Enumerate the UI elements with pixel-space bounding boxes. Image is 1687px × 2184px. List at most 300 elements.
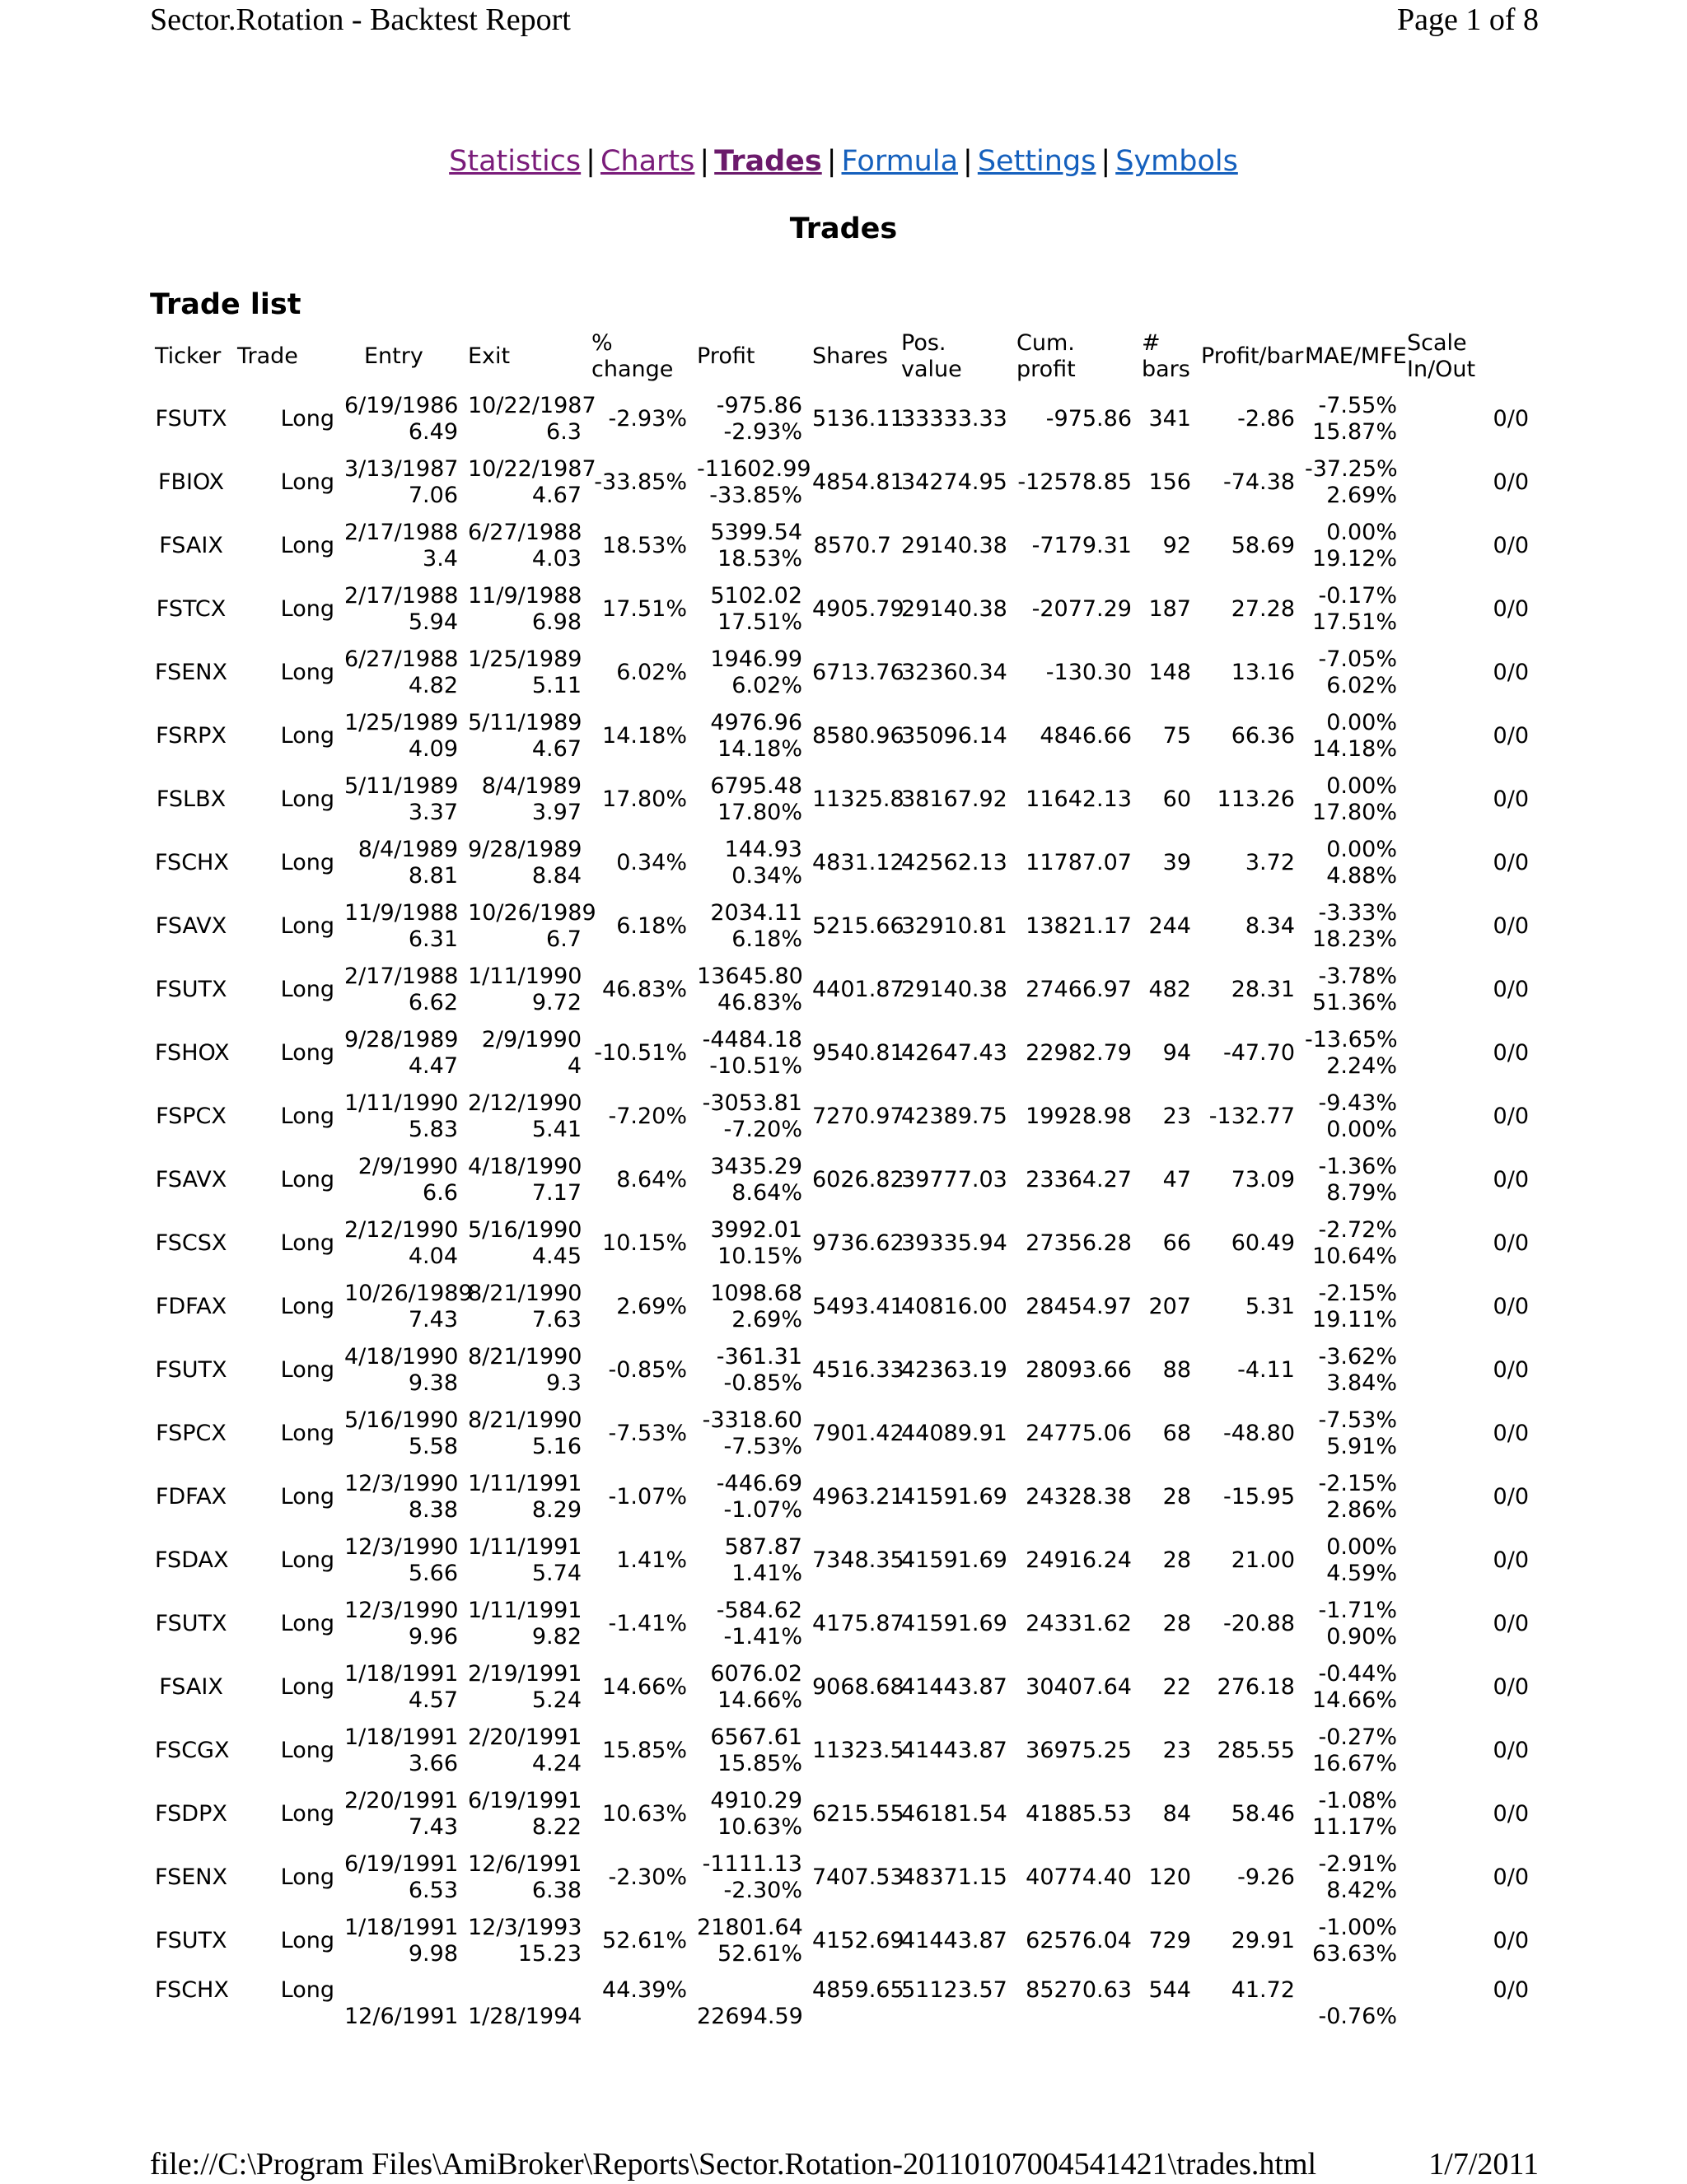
cell-ticker: FSUTX (155, 1927, 227, 1953)
cell-pos-value: 48371.15 (901, 1864, 1007, 1890)
cell-entry-entry-date: 5/16/1990 (344, 1407, 459, 1433)
table-row (150, 387, 1534, 450)
table-header-row (150, 326, 1534, 387)
cell-profit (692, 1211, 807, 1275)
table-row (150, 831, 1534, 894)
cell-mae-mfe-mae: -3.62% (1318, 1343, 1397, 1370)
cell-profit (692, 1148, 807, 1211)
cell-trade: Long (280, 469, 334, 495)
cell-mae-mfe-mae: -0.44% (1318, 1660, 1397, 1687)
cell-cum-profit: -12578.85 (1017, 469, 1132, 495)
cell-bars: 68 (1162, 1420, 1191, 1446)
cell-entry: 12/6/1991 (344, 2004, 459, 2029)
col-header-entry: Entry (364, 343, 423, 369)
cell-entry-entry-price: 5.58 (408, 1433, 458, 1459)
cell-profit-bar: 58.69 (1231, 532, 1295, 558)
cell-entry-entry-price: 9.98 (408, 1940, 458, 1967)
cell-bars: 66 (1162, 1230, 1191, 1256)
cell-exit (463, 958, 586, 1021)
cell-exit (463, 1021, 586, 1085)
cell-mae-mfe-mae: -7.05% (1318, 646, 1397, 672)
cell-exit (463, 1465, 586, 1528)
col-header-bars (1137, 326, 1196, 387)
cell-mae-mfe-mfe: 63.63% (1312, 1940, 1397, 1967)
cell-exit-exit-date: 1/11/1991 (468, 1470, 582, 1496)
cell-trade: Long (280, 405, 334, 432)
col-header-trade: Trade (237, 343, 298, 369)
cell-profit-profit-pct: 17.80% (717, 799, 802, 825)
cell-trade: Long (280, 659, 334, 685)
cell-pos-value: 41443.87 (901, 1927, 1007, 1953)
cell-scale: 0/0 (1493, 1547, 1529, 1573)
cell-shares: 8580.96 (812, 722, 904, 749)
cell-profit-profit: -446.69 (716, 1470, 802, 1496)
cell-entry-entry-price: 3.37 (408, 799, 458, 825)
cell-entry-entry-price: 4.47 (408, 1052, 458, 1079)
cell-entry-entry-date: 1/11/1990 (344, 1090, 459, 1116)
cell-exit (463, 577, 586, 641)
cell-profit-profit: 1946.99 (710, 646, 802, 672)
cell-entry-entry-price: 5.83 (408, 1116, 458, 1142)
cell-trade: Long (280, 1103, 334, 1129)
col-header-profit: Profit (697, 343, 755, 369)
table-row (150, 577, 1534, 641)
cell-ticker: FSCSX (155, 1230, 227, 1256)
cell-entry (339, 1782, 463, 1846)
cell-pct-change: 14.66% (602, 1673, 687, 1700)
cell-shares: 5215.66 (812, 912, 904, 939)
cell-exit (463, 768, 586, 831)
cell-exit-exit-date: 12/6/1991 (468, 1850, 582, 1877)
table-row (150, 1719, 1534, 1782)
cell-profit-profit: -11602.99 (697, 455, 811, 482)
cell-entry-entry-date: 2/9/1990 (357, 1153, 458, 1179)
cell-profit-profit: 4976.96 (710, 709, 802, 735)
table-row (150, 1275, 1534, 1338)
cell-pos-value: 42363.19 (901, 1356, 1007, 1383)
cell-exit-exit-price: 8.84 (531, 862, 582, 889)
nav-link-formula[interactable]: Formula (841, 145, 959, 178)
cell-exit-exit-price: 4 (567, 1052, 582, 1079)
file-path: file://C:\Program Files\AmiBroker\Reports\Sector.Rotation-20110107004541421\trades.html (150, 2147, 1317, 2182)
cell-exit-exit-date: 2/20/1991 (468, 1724, 582, 1750)
cell-entry-entry-price: 6.62 (408, 989, 458, 1015)
cell-profit-bar: 58.46 (1231, 1800, 1295, 1827)
cell-entry-entry-date: 1/25/1989 (344, 709, 459, 735)
cell-profit-profit-pct: 14.18% (717, 735, 802, 762)
cell-entry-entry-date: 6/19/1991 (344, 1850, 459, 1877)
cell-pct-change: 0.34% (616, 849, 687, 875)
nav-link-settings[interactable]: Settings (977, 145, 1096, 178)
cell-cum-profit: 28093.66 (1026, 1356, 1132, 1383)
cell-bars: 92 (1162, 532, 1191, 558)
cell-shares: 11325.8 (812, 786, 904, 812)
table-row (150, 704, 1534, 768)
cell-pct-change: 44.39% (602, 1977, 687, 2003)
cell-profit-profit-pct: -1.41% (723, 1623, 802, 1650)
nav-link-charts[interactable]: Charts (600, 145, 695, 178)
cell-bars: 544 (1148, 1977, 1191, 2003)
cell-profit (692, 1782, 807, 1846)
cell-cum-profit: 27356.28 (1026, 1230, 1132, 1256)
table-row (150, 1846, 1534, 1909)
cell-scale: 0/0 (1493, 912, 1529, 939)
cell-pct-change: -0.85% (608, 1356, 687, 1383)
cell-exit (463, 514, 586, 577)
cell-profit-profit: 4910.29 (710, 1787, 802, 1813)
cell-exit-exit-price: 6.38 (531, 1877, 582, 1903)
cell-profit (692, 1402, 807, 1465)
cell-entry (339, 1655, 463, 1719)
cell-mae-mfe (1300, 1465, 1402, 1528)
cell-profit-profit: -3318.60 (702, 1407, 802, 1433)
cell-shares: 4152.69 (812, 1927, 904, 1953)
cell-profit-profit: 13645.80 (697, 963, 803, 989)
cell-entry (339, 1465, 463, 1528)
cell-scale: 0/0 (1493, 976, 1529, 1002)
cell-mae-mfe-mfe: 17.80% (1312, 799, 1397, 825)
cell-exit-exit-price: 4.67 (531, 482, 582, 508)
cell-profit-profit: 21801.64 (697, 1914, 803, 1940)
cell-entry (339, 450, 463, 514)
cell-bars: 28 (1162, 1483, 1191, 1510)
cell-profit (692, 1275, 807, 1338)
cell-entry-entry-date: 11/9/1988 (344, 899, 459, 926)
cell-scale: 0/0 (1493, 1039, 1529, 1066)
cell-mae-mfe-mae: 0.00% (1326, 772, 1397, 799)
cell-pct-change: -2.93% (608, 405, 687, 432)
cell-cum-profit: 28454.97 (1026, 1293, 1132, 1319)
cell-bars: 156 (1148, 469, 1191, 495)
cell-shares: 4905.79 (812, 595, 904, 622)
cell-shares: 5136.11 (812, 405, 904, 432)
cell-trade: Long (280, 1800, 334, 1827)
cell-bars: 23 (1162, 1103, 1191, 1129)
cell-profit (692, 1592, 807, 1655)
cell-profit-profit: 5399.54 (710, 519, 802, 545)
cell-profit (692, 768, 807, 831)
cell-profit (692, 450, 811, 514)
cell-entry-entry-price: 9.38 (408, 1370, 458, 1396)
cell-entry-entry-date: 3/13/1987 (344, 455, 459, 482)
cell-pct-change: -1.41% (608, 1610, 687, 1636)
table-row (150, 1338, 1534, 1402)
cell-exit-exit-price: 5.16 (531, 1433, 582, 1459)
cell-profit (692, 1909, 807, 1972)
cell-mae-mfe (1300, 768, 1402, 831)
cell-exit-exit-date: 5/16/1990 (468, 1216, 582, 1243)
cell-bars: 88 (1162, 1356, 1191, 1383)
cell-exit-exit-price: 4.45 (531, 1243, 582, 1269)
cell-bars: 28 (1162, 1610, 1191, 1636)
cell-exit-exit-price: 3.97 (531, 799, 582, 825)
cell-profit-profit-pct: -7.53% (723, 1433, 802, 1459)
cell-shares: 9540.81 (812, 1039, 904, 1066)
cell-exit-exit-date: 5/11/1989 (468, 709, 582, 735)
cell-entry (339, 1719, 463, 1782)
cell-entry-entry-date: 5/11/1989 (344, 772, 459, 799)
cell-exit (463, 1782, 586, 1846)
cell-ticker: FSRPX (156, 722, 227, 749)
cell-exit (463, 1655, 586, 1719)
cell-entry (339, 1085, 463, 1148)
cell-scale: 0/0 (1493, 1420, 1529, 1446)
cell-profit-bar: 285.55 (1217, 1737, 1295, 1763)
cell-mae-mfe-mfe: 8.79% (1326, 1179, 1397, 1206)
cell-exit (463, 387, 596, 450)
cell-cum-profit: 40774.40 (1026, 1864, 1132, 1890)
cell-exit-exit-price: 9.82 (531, 1623, 582, 1650)
nav-link-symbols[interactable]: Symbols (1115, 145, 1238, 178)
cell-shares: 4401.87 (812, 976, 904, 1002)
cell-mae-mfe (1300, 1909, 1402, 1972)
cell-pos-value: 38167.92 (901, 786, 1007, 812)
cell-profit-profit-pct: 1.41% (731, 1560, 802, 1586)
cell-exit-exit-date: 6/19/1991 (468, 1787, 582, 1813)
cell-exit (463, 1085, 586, 1148)
cell-mae-mfe-mfe: 19.12% (1312, 545, 1397, 572)
page-title: Trades (789, 212, 898, 245)
cell-trade: Long (280, 786, 334, 812)
cell-trade: Long (280, 1610, 334, 1636)
cell-mae-mfe-mfe: 51.36% (1312, 989, 1397, 1015)
cell-entry-entry-price: 9.96 (408, 1623, 458, 1650)
cell-entry (339, 514, 463, 577)
cell-pct-change: 15.85% (602, 1737, 687, 1763)
cell-entry-entry-date: 2/12/1990 (344, 1216, 459, 1243)
cell-cum-profit: -975.86 (1045, 405, 1132, 432)
cell-ticker: FDFAX (155, 1293, 227, 1319)
bars-header-line2: bars (1142, 357, 1190, 382)
cell-exit-exit-date: 1/25/1989 (468, 646, 582, 672)
cell-entry-entry-price: 4.57 (408, 1687, 458, 1713)
cell-exit (463, 450, 596, 514)
cell-entry (339, 1338, 463, 1402)
cell-bars: 482 (1148, 976, 1191, 1002)
cell-exit-exit-date: 2/19/1991 (468, 1660, 582, 1687)
nav-link-statistics[interactable]: Statistics (449, 145, 582, 178)
cell-profit-bar: 276.18 (1217, 1673, 1295, 1700)
cell-ticker: FSLBX (156, 786, 227, 812)
cell-exit (463, 831, 586, 894)
cell-trade: Long (280, 1166, 334, 1192)
cell-ticker: FBIOX (157, 469, 225, 495)
cell-cum-profit: 27466.97 (1026, 976, 1132, 1002)
cell-ticker: FSCGX (155, 1737, 230, 1763)
cell-exit-exit-date: 10/22/1987 (468, 392, 596, 418)
cell-profit-bar: 5.31 (1245, 1293, 1295, 1319)
cell-pos-value: 46181.54 (901, 1800, 1007, 1827)
cell-entry-entry-date: 12/3/1990 (344, 1597, 459, 1623)
print-footer (150, 2144, 1539, 2184)
cell-profit-profit-pct: 52.61% (717, 1940, 802, 1967)
cell-shares: 4516.33 (812, 1356, 904, 1383)
cell-bars: 28 (1162, 1547, 1191, 1573)
cell-entry-entry-date: 2/17/1988 (344, 963, 459, 989)
cell-mae-mfe-mae: -1.00% (1318, 1914, 1397, 1940)
cell-entry-entry-date: 6/19/1986 (344, 392, 459, 418)
cell-shares: 7348.35 (812, 1547, 904, 1573)
nav-separator: | (1101, 145, 1111, 178)
cell-mae-mfe (1300, 514, 1402, 577)
table-row (150, 1782, 1534, 1846)
cell-profit (692, 641, 807, 704)
cell-exit (463, 1846, 586, 1909)
cell-pct-change: 8.64% (616, 1166, 687, 1192)
cell-exit-exit-price: 4.03 (531, 545, 582, 572)
cell-mae-mfe (1300, 450, 1402, 514)
cell-scale: 0/0 (1493, 1737, 1529, 1763)
cell-profit (692, 1021, 807, 1085)
cell-pos-value: 40816.00 (901, 1293, 1007, 1319)
cell-pos-value: 41591.69 (901, 1547, 1007, 1573)
cell-ticker: FSUTX (155, 1610, 227, 1636)
nav-link-trades[interactable]: Trades (714, 145, 822, 178)
cell-profit-profit: -361.31 (716, 1343, 802, 1370)
nav-separator: | (586, 145, 596, 178)
cell-profit-bar: 21.00 (1231, 1547, 1295, 1573)
cell-mae-mfe-mfe: 3.84% (1326, 1370, 1397, 1396)
cell-profit-profit-pct: -0.85% (723, 1370, 802, 1396)
cell-mae-mfe-mfe: 6.02% (1326, 672, 1397, 698)
cell-entry-entry-date: 1/18/1991 (344, 1724, 459, 1750)
cell-exit-exit-date: 12/3/1993 (468, 1914, 582, 1940)
cell-entry-entry-date: 1/18/1991 (344, 1914, 459, 1940)
cell-trade: Long (280, 1673, 334, 1700)
cell-profit-bar: -48.80 (1222, 1420, 1295, 1446)
cell-profit-profit-pct: 10.15% (717, 1243, 802, 1269)
cell-cum-profit: 24775.06 (1026, 1420, 1132, 1446)
cell-cum-profit: 23364.27 (1026, 1166, 1132, 1192)
cell-exit-exit-date: 10/22/1987 (468, 455, 596, 482)
cell-mae-mfe (1300, 1846, 1402, 1909)
cell-profit (692, 1465, 807, 1528)
cell-entry (339, 831, 463, 894)
cell-exit (463, 1592, 586, 1655)
cell-ticker: FSDPX (155, 1800, 227, 1827)
cell-profit-bar: -4.11 (1237, 1356, 1295, 1383)
cell-pos-value: 29140.38 (901, 532, 1007, 558)
print-header (150, 0, 1539, 40)
cell-mae-mfe-mfe: 2.86% (1326, 1496, 1397, 1523)
cell-mae-mfe (1300, 831, 1402, 894)
cell-pct-change: 46.83% (602, 976, 687, 1002)
cell-pos-value: 41591.69 (901, 1610, 1007, 1636)
cell-mae-mfe (1300, 1719, 1402, 1782)
col-header-cum-profit: Cum. profit (1016, 330, 1076, 382)
cell-profit (692, 958, 807, 1021)
page-number: Page 1 of 8 (1396, 2, 1539, 37)
cell-pos-value: 32360.34 (901, 659, 1007, 685)
cell-ticker: FSDAX (155, 1547, 229, 1573)
cell-entry-entry-price: 6.49 (408, 418, 458, 445)
cell-mae-mfe-mae: -1.08% (1318, 1787, 1397, 1813)
cell-mae-mfe (1300, 958, 1402, 1021)
cell-exit (463, 1211, 586, 1275)
cell-profit-bar: 66.36 (1231, 722, 1295, 749)
cell-mae-mfe: -0.76% (1318, 2004, 1397, 2029)
cell-trade: Long (280, 595, 334, 622)
cell-entry (339, 1275, 473, 1338)
cell-profit (692, 704, 807, 768)
cell-trade: Long (280, 1483, 334, 1510)
cell-bars: 23 (1162, 1737, 1191, 1763)
cell-profit-profit-pct: -2.93% (723, 418, 802, 445)
cell-bars: 47 (1162, 1166, 1191, 1192)
cell-scale: 0/0 (1493, 1356, 1529, 1383)
cell-entry (339, 1021, 463, 1085)
cell-trade: Long (280, 532, 334, 558)
cell-profit (692, 577, 807, 641)
cell-mae-mfe (1300, 641, 1402, 704)
cell-profit-profit: 2034.11 (710, 899, 802, 926)
cell-pct-change: 17.80% (602, 786, 687, 812)
cell-bars: 94 (1162, 1039, 1191, 1066)
cell-cum-profit: 19928.98 (1026, 1103, 1132, 1129)
cell-ticker: FSENX (155, 659, 227, 685)
table-row (150, 894, 1534, 958)
cell-mae-mfe (1300, 1655, 1402, 1719)
cell-exit-exit-date: 2/9/1990 (481, 1026, 582, 1052)
cell-entry-entry-price: 8.38 (408, 1496, 458, 1523)
cell-entry-entry-price: 6.6 (423, 1179, 458, 1206)
cell-scale: 0/0 (1493, 1103, 1529, 1129)
cell-exit (463, 704, 586, 768)
cell-scale: 0/0 (1493, 786, 1529, 812)
cell-entry (339, 387, 463, 450)
cell-ticker: FSHOX (155, 1039, 230, 1066)
cell-profit (692, 1655, 807, 1719)
cell-profit-bar: 27.28 (1231, 595, 1295, 622)
cell-mae-mfe (1300, 894, 1402, 958)
nav-separator: | (963, 145, 973, 178)
cell-ticker: FSTCX (156, 595, 227, 622)
cell-exit (463, 894, 596, 958)
cell-bars: 60 (1162, 786, 1191, 812)
cell-shares: 4831.12 (812, 849, 904, 875)
cell-exit-exit-date: 1/11/1990 (468, 963, 582, 989)
cell-bars: 187 (1148, 595, 1191, 622)
table-row (150, 1085, 1534, 1148)
cell-pct-change: -10.51% (594, 1039, 687, 1066)
cell-profit (692, 514, 807, 577)
cell-mae-mfe-mae: -9.43% (1318, 1090, 1397, 1116)
cell-pos-value: 44089.91 (901, 1420, 1007, 1446)
cell-pos-value: 39335.94 (901, 1230, 1007, 1256)
cell-exit-exit-price: 8.29 (531, 1496, 582, 1523)
cell-scale: 0/0 (1493, 1166, 1529, 1192)
trade-list-table (150, 326, 1534, 2030)
cell-profit (692, 1528, 807, 1592)
cell-entry (339, 1528, 463, 1592)
cell-entry (339, 1909, 463, 1972)
cell-ticker: FSUTX (155, 1356, 227, 1383)
cell-profit-profit: 144.93 (724, 836, 802, 862)
cell-mae-mfe (1300, 1402, 1402, 1465)
cell-entry-entry-price: 3.66 (408, 1750, 458, 1776)
col-header-scale (1402, 326, 1534, 387)
cell-exit-exit-price: 4.67 (531, 735, 582, 762)
cell-pct-change: -7.53% (608, 1420, 687, 1446)
cell-cum-profit: 22982.79 (1026, 1039, 1132, 1066)
cell-exit-exit-price: 5.74 (531, 1560, 582, 1586)
cell-scale: 0/0 (1493, 1483, 1529, 1510)
cell-pos-value: 41443.87 (901, 1737, 1007, 1763)
col-header-profit-bar: Profit/bar (1201, 343, 1304, 369)
cell-exit-exit-date: 1/11/1991 (468, 1597, 582, 1623)
cell-profit-profit-pct: 17.51% (717, 609, 802, 635)
cell-entry (339, 768, 463, 831)
